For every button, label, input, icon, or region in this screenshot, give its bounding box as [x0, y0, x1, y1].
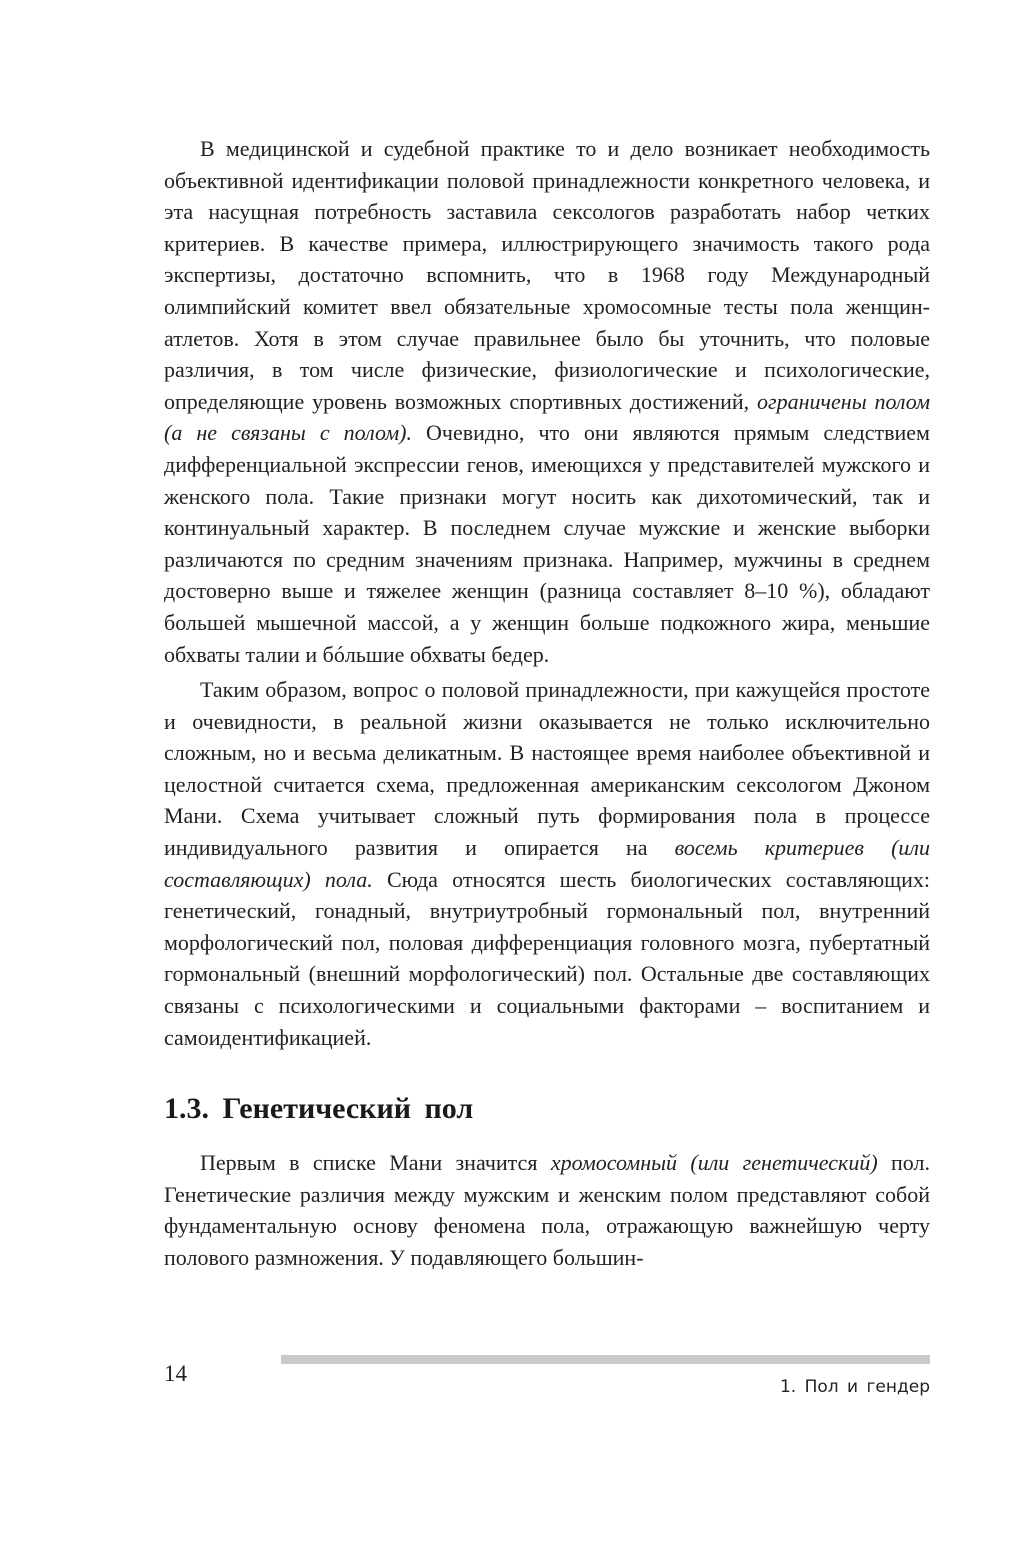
section-paragraph-text-a: Первым в списке Мани значится	[200, 1150, 551, 1176]
page-number: 14	[164, 1361, 187, 1386]
paragraph-1	[164, 133, 930, 670]
footer-rule	[281, 1355, 930, 1364]
section-paragraph-text-b: пол. Генетические различия между мужским и женским полом представляют собой фундаментальную основу феномена пола, отражающую важнейшую черту полового размножения. У подавляющего большин-	[164, 1150, 930, 1270]
section-paragraph	[164, 1147, 930, 1273]
running-footer-chapter: 1. Пол и гендер	[779, 1377, 930, 1397]
section-heading: 1.3. Генетический пол	[164, 1092, 474, 1126]
paragraph-1-text-b: Очевидно, что они являются прямым следствием дифференциальной экспрессии генов, имеющихся у представителей мужского и женского пола. Такие признаки могут носить как дихотомический, так и континуальный характер. В последнем случае мужские и женские выборки различаются по средним значениям признака. Например, мужчины в среднем достоверно выше и тяжелее женщин (разница составляет 8–10 %), обладают большей мышечной массой, а у женщин больше подкожного жира, меньшие обхваты талии и бóльшие обхваты бедер.	[164, 420, 930, 667]
paragraph-2	[164, 674, 930, 1053]
paragraph-2-text-a: Таким образом, вопрос о половой принадлежности, при кажущейся простоте и очевидности, в реальной жизни оказывается не только исключительно сложным, но и весьма деликатным. В настоящее время наиболее объективной и целостной считается схема, предложенная американским сексологом Джоном Мани. Схема учитывает сложный путь формирования пола в процессе индивидуального развития и опирается на	[164, 677, 930, 861]
paragraph-1-italic-term: ограничены полом (а не связаны с полом).	[164, 388, 930, 446]
paragraph-1-text-a: В медицинской и судебной практике то и дело возникает необходимость объективной идентификации половой принадлежности конкретного человека, и эта насущная потребность заставила сексологов разработать набор четких критериев. В качестве примера, иллюстрирующего значимость такого рода экспертизы, достаточно вспомнить, что в 1968 году Международный олимпийский комитет ввел обязательные хромосомные тесты пола женщин-атлетов. Хотя в этом случае правильнее было бы уточнить, что половые различия, в том числе физические, физиологические и психологические, определяющие уровень возможных спортивных достижений,	[164, 136, 930, 414]
page-body	[164, 133, 930, 1274]
paragraph-2-text-b: Сюда относятся шесть биологических составляющих: генетический, гонадный, внутриутробный гормональный пол, внутренний морфологический пол, половая дифференциация головного мозга, пубертатный гормональный (внешний морфологический) пол. Остальные две составляющих связаны с психологическими и социальными факторами – воспитанием и самоидентификацией.	[164, 866, 930, 1050]
section-paragraph-italic-term: хромосомный (или генетический)	[550, 1150, 878, 1176]
paragraph-2-italic-term: восемь критериев (или составляющих) пола.	[164, 835, 930, 892]
